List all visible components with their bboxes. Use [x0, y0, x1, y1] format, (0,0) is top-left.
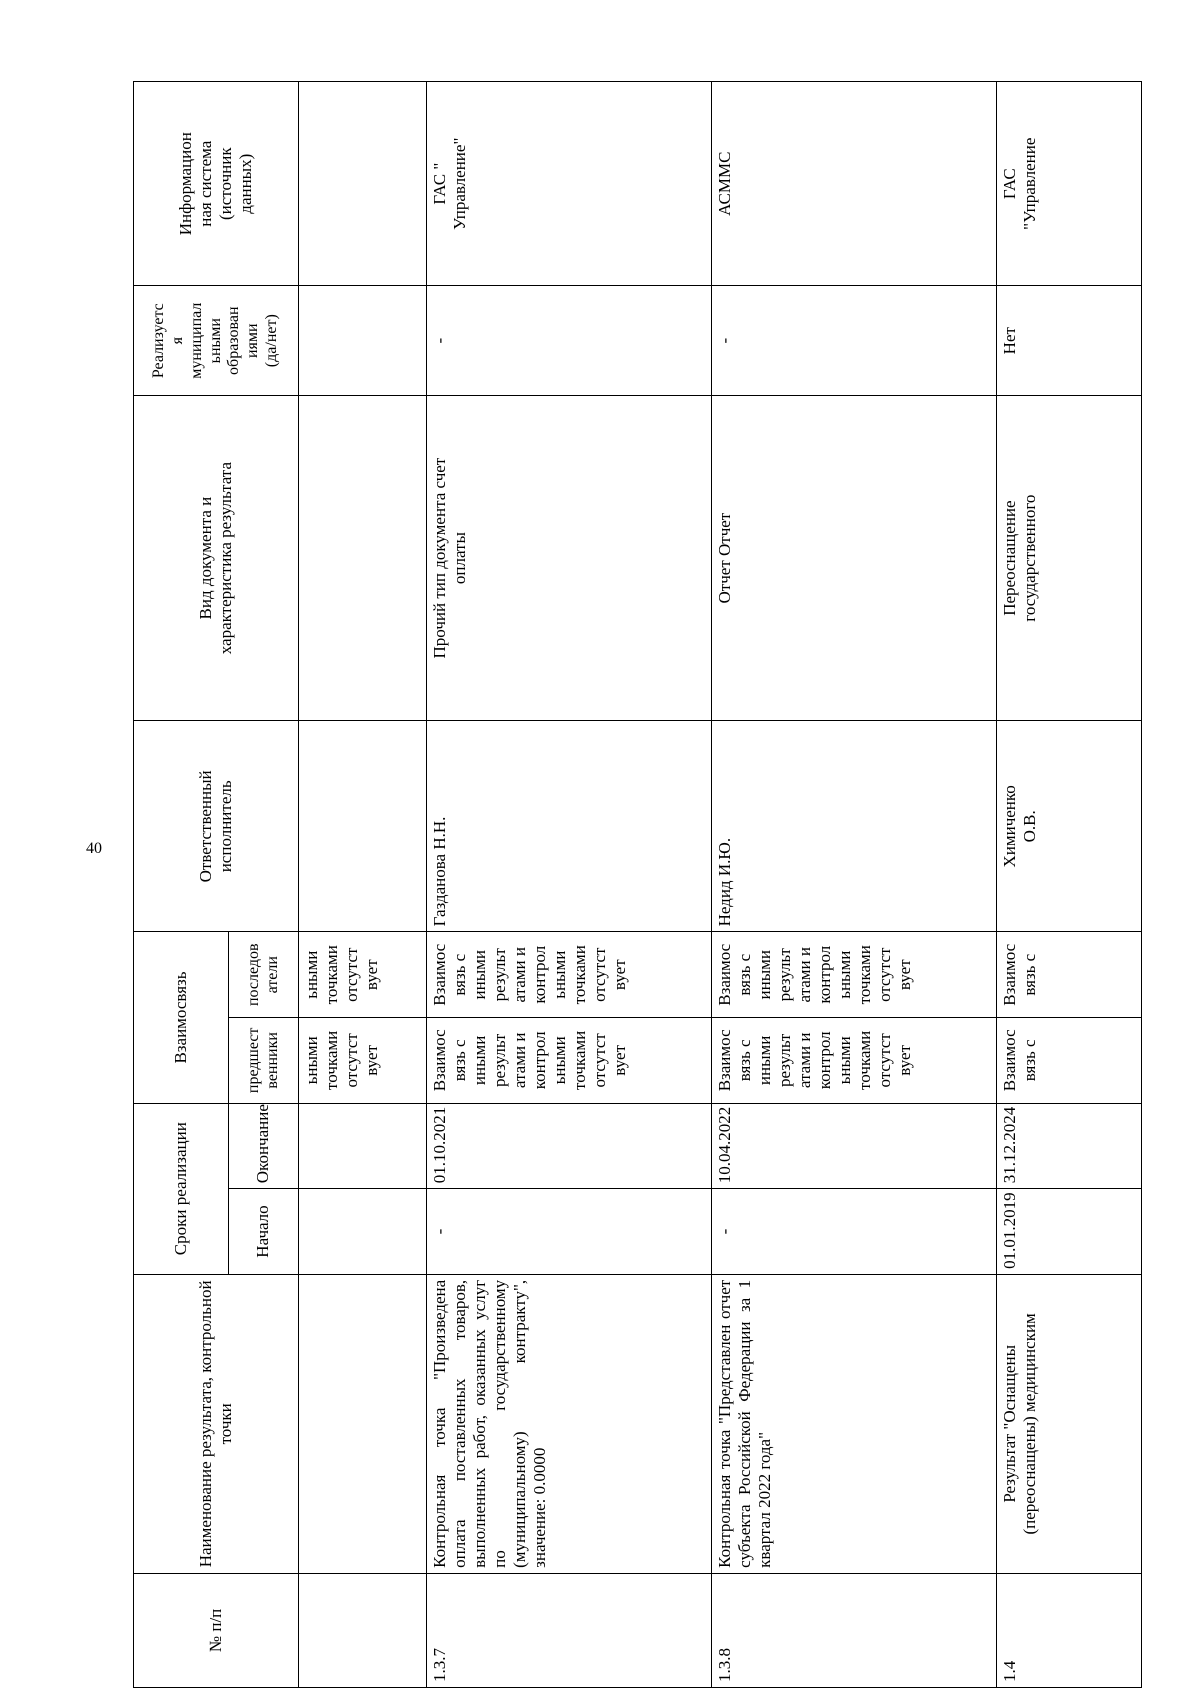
- row-doc-type: Отчет Отчет: [712, 395, 997, 720]
- header-responsible: Ответственный исполнитель: [134, 721, 299, 932]
- row-municipal: -: [712, 286, 997, 396]
- row-doc-type: Прочий тип документа счет оплаты: [427, 395, 712, 720]
- rotated-page: [133, 81, 1200, 1682]
- row-start: [299, 1189, 427, 1275]
- row-pred: Взаимос вязь с иными результ атами и контрол ьными точками отсутст вует: [427, 1018, 712, 1104]
- row-system: АСММС: [712, 82, 997, 286]
- row-end: [299, 1103, 427, 1189]
- row-num: 1.4: [997, 1573, 1142, 1687]
- header-terms: Сроки реализации: [134, 1103, 229, 1274]
- row-pred: Взаимос вязь с: [997, 1018, 1142, 1104]
- row-end: 01.10.2021: [427, 1103, 712, 1189]
- row-name: Результат "Оснащены (переоснащены) медицинским: [997, 1274, 1142, 1573]
- row-succ: Взаимос вязь с иными результ атами и контрол ьными точками отсутст вует: [712, 932, 997, 1018]
- row-num: 1.3.7: [427, 1573, 712, 1687]
- header-succ: последов атели: [229, 932, 299, 1018]
- header-municipal: Реализуетс я муниципал ьными образован иями (да/нет): [134, 286, 299, 396]
- header-name: Наименование результата, контрольной точки: [134, 1274, 299, 1573]
- header-num: № п/п: [134, 1573, 299, 1687]
- row-num: [299, 1573, 427, 1687]
- results-table: [133, 81, 1142, 1688]
- row-start: -: [712, 1189, 997, 1275]
- row-doc-type: Переоснащение государственного: [997, 395, 1142, 720]
- header-doc-type: Вид документа и характеристика результата: [134, 395, 299, 720]
- row-start: -: [427, 1189, 712, 1275]
- row-municipal: Нет: [997, 286, 1142, 396]
- row-responsible: Газданова Н.Н.: [427, 721, 712, 932]
- row-num: 1.3.8: [712, 1573, 997, 1687]
- row-pred: ьными точками отсутст вует: [299, 1018, 427, 1104]
- row-name: Контрольная точка "Произведена оплата поставленных товаров, выполненных работ, оказанных услуг по государственному (муниципальному) контракту", значение: 0.0000: [427, 1274, 712, 1573]
- row-responsible: [299, 721, 427, 932]
- row-name: [299, 1274, 427, 1573]
- header-system: Информацион ная система (источник данных): [134, 82, 299, 286]
- header-start: Начало: [229, 1189, 299, 1275]
- row-end: 10.04.2022: [712, 1103, 997, 1189]
- row-responsible: Химиченко О.В.: [997, 721, 1142, 932]
- row-succ: ьными точками отсутст вует: [299, 932, 427, 1018]
- row-municipal: [299, 286, 427, 396]
- row-succ: Взаимос вязь с иными результ атами и контрол ьными точками отсутст вует: [427, 932, 712, 1018]
- page-number: 40: [86, 840, 102, 857]
- table-row: [997, 82, 1142, 1688]
- header-relation: Взаимосвязь: [134, 932, 229, 1103]
- table-row: [427, 82, 712, 1688]
- row-system: [299, 82, 427, 286]
- header-end: Окончание: [229, 1103, 299, 1189]
- header-pred: предшест венники: [229, 1018, 299, 1104]
- row-system: ГАС "Управление: [997, 82, 1142, 286]
- row-pred: Взаимос вязь с иными результ атами и контрол ьными точками отсутст вует: [712, 1018, 997, 1104]
- row-responsible: Недид И.Ю.: [712, 721, 997, 932]
- row-system: ГАС " Управление": [427, 82, 712, 286]
- row-succ: Взаимос вязь с: [997, 932, 1142, 1018]
- table-wrapper: [133, 81, 1142, 1688]
- table-row: [299, 82, 427, 1688]
- row-municipal: -: [427, 286, 712, 396]
- row-doc-type: [299, 395, 427, 720]
- row-start: 01.01.2019: [997, 1189, 1142, 1275]
- table-row: [712, 82, 997, 1688]
- row-name: Контрольная точка "Представлен отчет субъекта Российской Федерации за 1 квартал 2022 года": [712, 1274, 997, 1573]
- row-end: 31.12.2024: [997, 1103, 1142, 1189]
